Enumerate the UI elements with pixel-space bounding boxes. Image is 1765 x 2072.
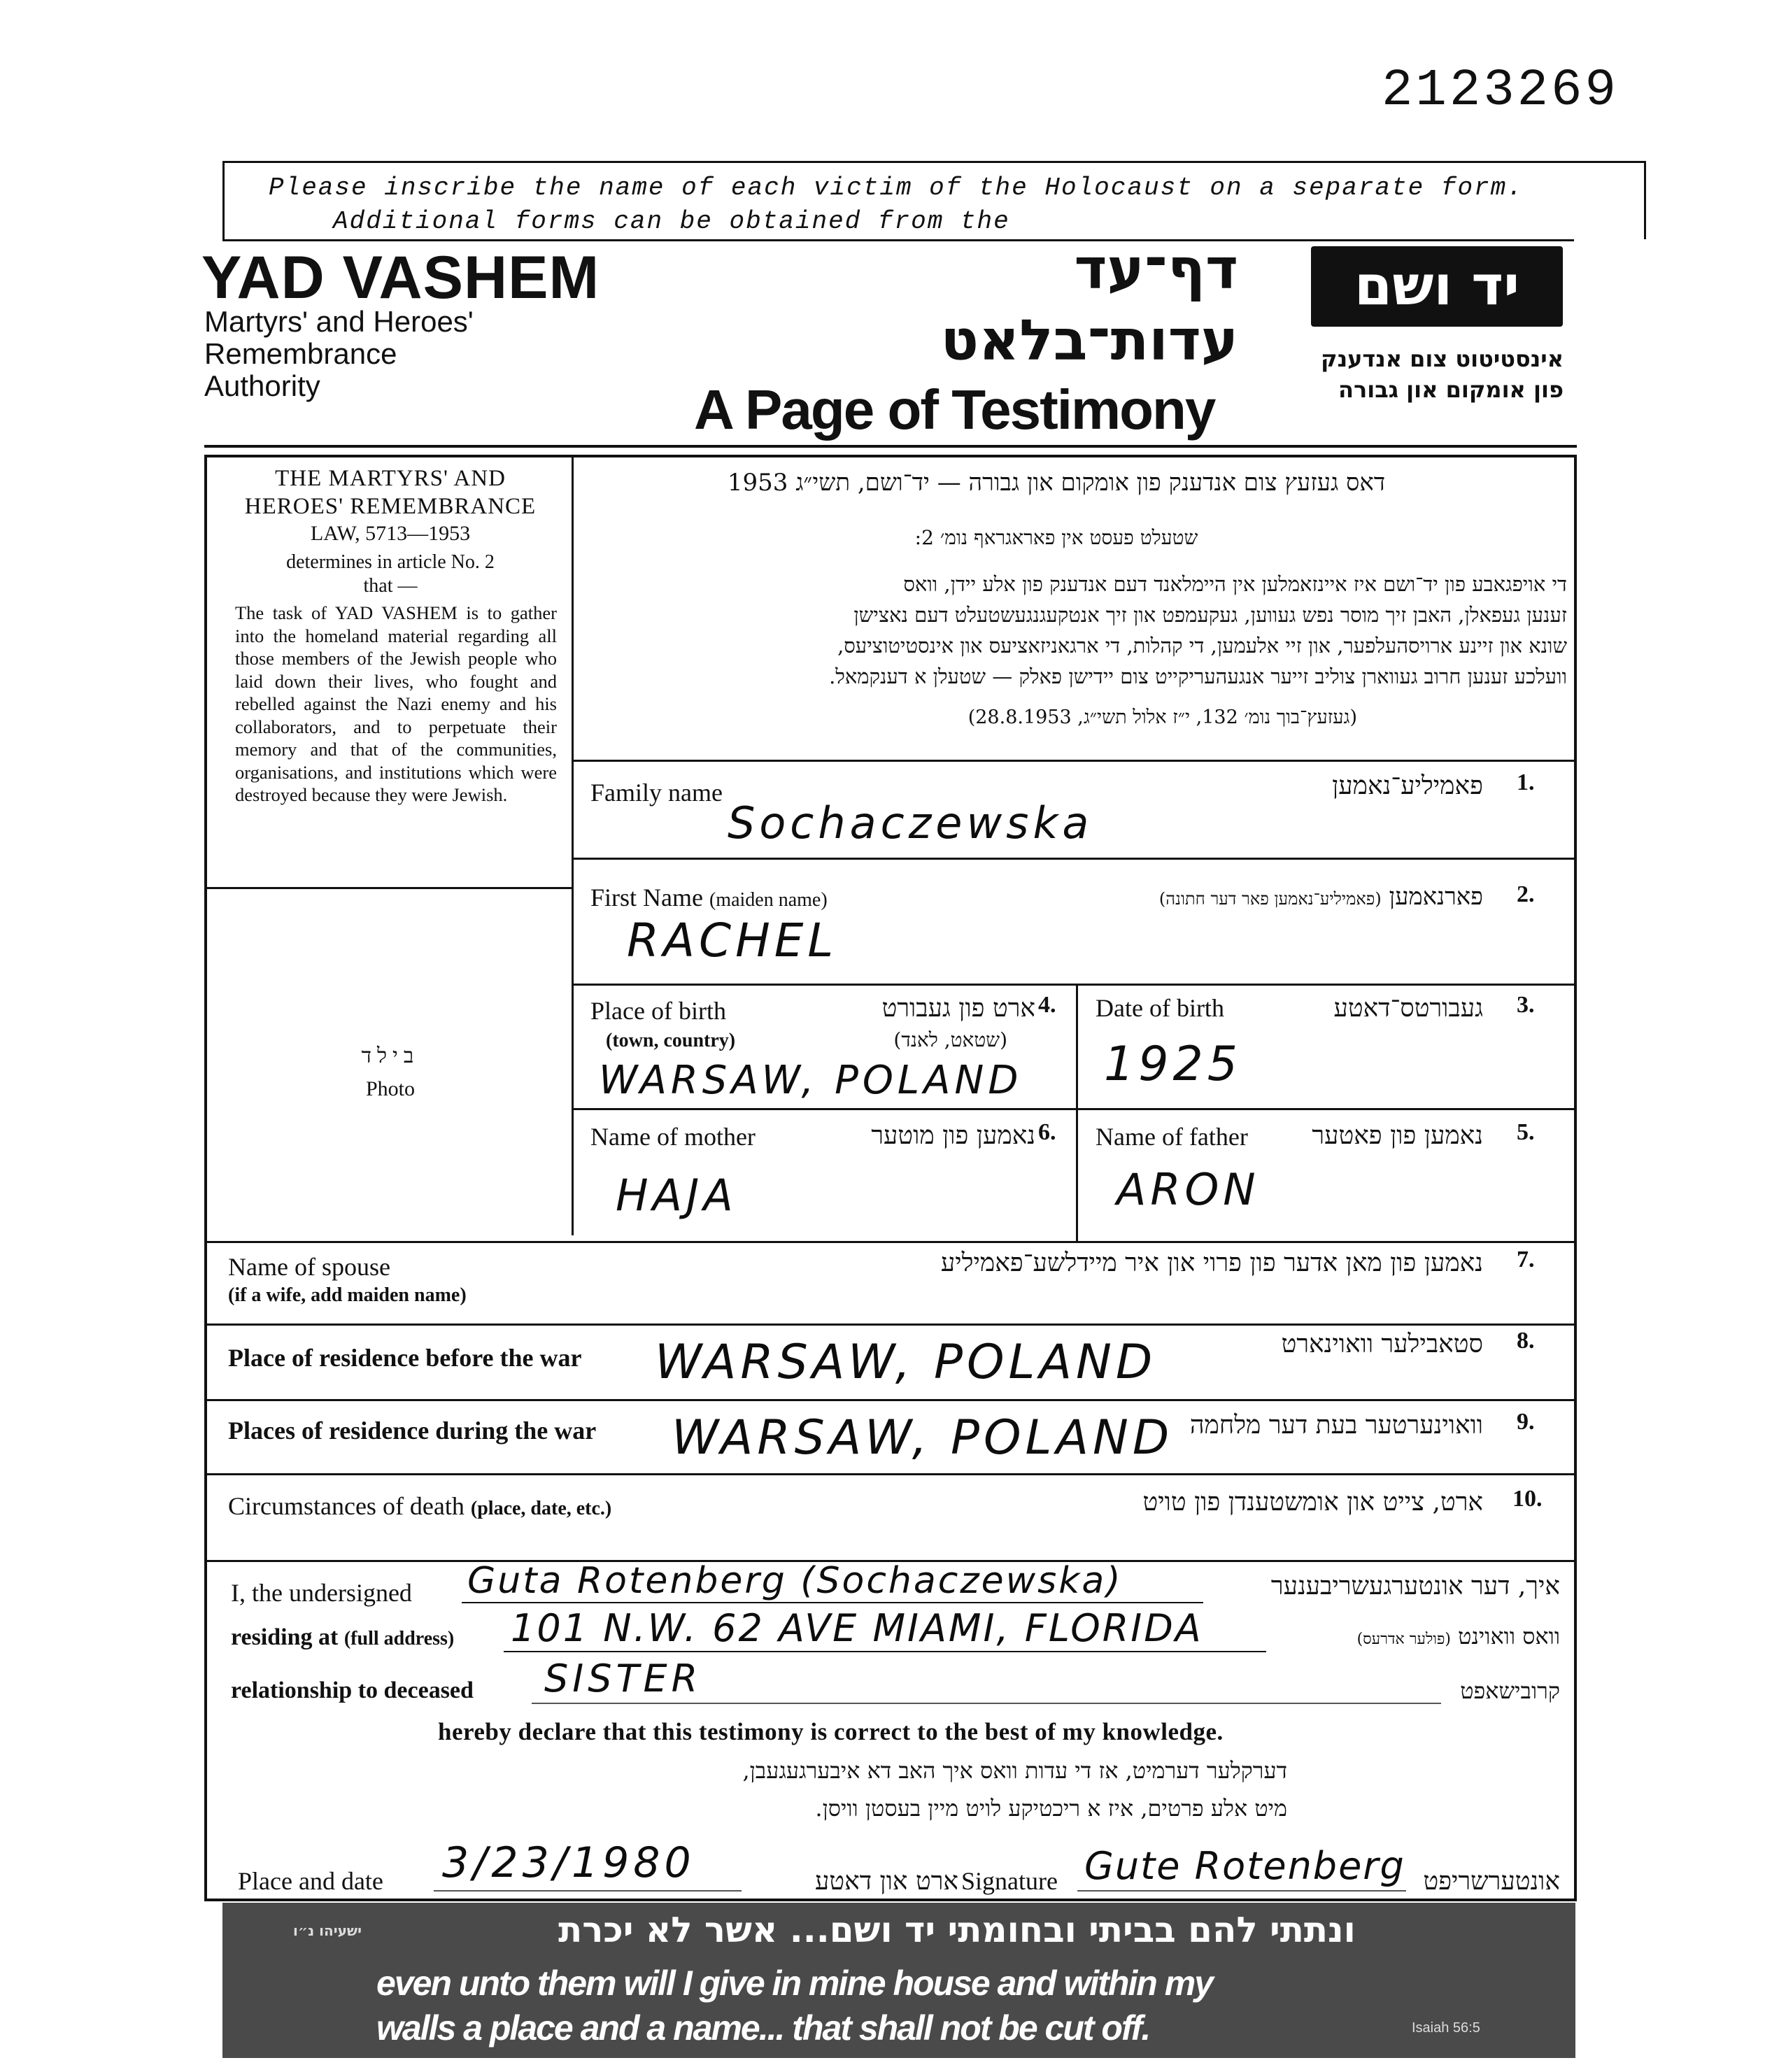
signature-label-heb: אונטערשריפט bbox=[1423, 1867, 1560, 1896]
field-3-number: .3 bbox=[1517, 992, 1535, 1018]
family-name-label-heb: פאמיליע־נאמען bbox=[1332, 772, 1483, 800]
yiddish-law-2: שטעלט פעסט אין פאראגראף נומ׳ 2: bbox=[914, 526, 1198, 549]
date-of-birth-label: Date of birth bbox=[1096, 994, 1224, 1022]
residing-label-text: residing at bbox=[231, 1624, 339, 1650]
mother-name-value: HAJA bbox=[616, 1170, 737, 1221]
circumstances-sub: (place, date, etc.) bbox=[470, 1498, 612, 1519]
relationship-label: relationship to deceased bbox=[231, 1677, 474, 1703]
undersigned-label: I, the undersigned bbox=[231, 1579, 412, 1607]
yiddish-law-1: דאס געזעץ צום אנדענק פון אומקום און גבורה — יד־ושם, תשי״ג 1953 bbox=[727, 469, 1386, 497]
relationship-label-heb: קרובישאפט bbox=[1460, 1677, 1560, 1704]
first-name-heb-text: פארנאמען bbox=[1389, 883, 1483, 911]
first-name-label-text: First Name bbox=[590, 884, 703, 911]
residing-value: 101 N.W. 62 AVE MIAMI, FLORIDA bbox=[511, 1606, 1203, 1650]
title-hebrew-1: דף־עד bbox=[1074, 236, 1238, 301]
residence-during-war-label-heb: וואוינערטער בעת דער מלחמה bbox=[1189, 1411, 1483, 1440]
residing-label-heb bbox=[1270, 1623, 1560, 1649]
law-title-1: THE MARTYRS' AND bbox=[275, 466, 506, 491]
place-date-value: 3/23/1980 bbox=[442, 1838, 695, 1887]
first-name-label bbox=[590, 883, 828, 912]
banner-hebrew-ref: ישעיהו נ״ו bbox=[293, 1922, 362, 1939]
spouse-name-sub: (if a wife, add maiden name) bbox=[228, 1284, 467, 1306]
place-of-birth-value: WARSAW, POLAND bbox=[599, 1058, 1023, 1103]
field-7-number: .7 bbox=[1517, 1247, 1535, 1272]
residing-label bbox=[231, 1624, 454, 1651]
field-5-number: .5 bbox=[1517, 1119, 1535, 1145]
family-name-value: Sochaczewska bbox=[728, 797, 1093, 849]
title-hebrew-2: עדות־בלאט bbox=[940, 308, 1238, 373]
field-9-number: .9 bbox=[1517, 1409, 1535, 1435]
first-name-heb-sub: (פאמיליע־נאמען פאר דער חתונה) bbox=[1158, 889, 1382, 909]
photo-label: Photo bbox=[365, 1077, 416, 1100]
law-title-3: LAW, 5713—1953 bbox=[310, 522, 471, 545]
place-of-birth-sub: (town, country) bbox=[606, 1030, 736, 1051]
first-name-label-heb bbox=[979, 883, 1483, 911]
banner-hebrew: ונתתי להם בביתי ובחומתי יד ושם... אשר לא יכרת bbox=[558, 1910, 1356, 1950]
scripture-banner bbox=[222, 1903, 1575, 2058]
law-body: The task of YAD VASHEM is to gather into the homeland material regarding all those members of the Jewish people who laid down their lives, who fought and rebelled against the Nazi enemy and his collaborators, and to perpetuate their memory and that of the communities, organisations, and institutions which were destroyed because they were Jewish. bbox=[235, 602, 557, 805]
mother-name-label-heb: נאמען פון מוטער bbox=[871, 1121, 1035, 1150]
place-of-birth-sub-heb: (שטאט, לאנד) bbox=[893, 1028, 1007, 1051]
law-determines: determines in article No. 2 bbox=[286, 551, 495, 573]
first-name-value: RACHEL bbox=[627, 914, 838, 967]
first-name-sub: (maiden name) bbox=[709, 889, 828, 911]
yiddish-law-5: שונא און זיינע ארויסהעלפער, און זיי אלעמען, די קהלות, די ארגאניזאציעס און אינסטיטוציעס, bbox=[837, 634, 1567, 658]
circumstances-label-text: Circumstances of death bbox=[228, 1492, 465, 1520]
residence-before-war-value: WARSAW, POLAND bbox=[655, 1335, 1157, 1390]
place-of-birth-label-heb: ארט פון געבורט bbox=[881, 994, 1035, 1023]
residence-before-war-label: Place of residence before the war bbox=[228, 1344, 582, 1372]
org-sub-2: Remembrance bbox=[204, 337, 397, 370]
date-of-birth-label-heb: געבורטס־דאטע bbox=[1333, 994, 1483, 1023]
yiddish-law-6: וועלכע זענען חרוב געווארן צוליב זייער אנגעהעריקייט צום יידישן פאלק — שטעלן א דענקמאל. bbox=[829, 665, 1567, 688]
spouse-name-label-heb: נאמען פון מאן אדער פון פרוי און איר מיידלשע־פאמיליע bbox=[940, 1249, 1483, 1277]
page-title: A Page of Testimony bbox=[694, 378, 1215, 441]
logo-sub-2: פון אומקום און גבורה bbox=[1338, 376, 1564, 403]
org-sub-1: Martyrs' and Heroes' bbox=[204, 305, 474, 338]
yad-vashem-logo bbox=[1311, 246, 1563, 327]
residing-heb-sub: (פולער אדרעס) bbox=[1356, 1631, 1451, 1648]
date-of-birth-value: 1925 bbox=[1104, 1037, 1242, 1092]
org-sub-3: Authority bbox=[204, 369, 320, 402]
place-of-birth-label: Place of birth bbox=[590, 997, 726, 1025]
declaration-text: hereby declare that this testimony is correct to the best of my knowledge. bbox=[438, 1718, 1224, 1745]
banner-ref: Isaiah 56:5 bbox=[1412, 2020, 1480, 2036]
law-title-2: HEROES' REMEMBRANCE bbox=[244, 494, 537, 519]
logo-sub-1: אינסטיטוט צום אנדענק bbox=[1321, 346, 1564, 372]
notice-line-1: Please inscribe the name of each victim of the Holocaust on a separate form. bbox=[269, 173, 1524, 202]
field-8-number: .8 bbox=[1517, 1328, 1535, 1354]
circumstances-label bbox=[228, 1491, 611, 1521]
yiddish-law-7: (געזעץ־בוך נומ׳ 132, י״ז אלול תשי״ג, 28.8.1953) bbox=[967, 707, 1357, 728]
logo-text: יד ושם bbox=[1354, 255, 1520, 318]
father-name-label-heb: נאמען פון פאטער bbox=[1312, 1121, 1483, 1150]
photo-hebrew: בילד bbox=[361, 1044, 420, 1068]
field-1-number: .1 bbox=[1517, 769, 1535, 795]
banner-line-2: walls a place and a name... that shall not be cut off. bbox=[376, 2008, 1150, 2048]
residence-before-war-label-heb: סטאבילער וואוינארט bbox=[1281, 1330, 1483, 1358]
org-name: YAD VASHEM bbox=[201, 244, 600, 311]
father-name-label: Name of father bbox=[1096, 1123, 1248, 1151]
notice-line-2: Additional forms can be obtained from the bbox=[333, 207, 1010, 236]
circumstances-label-heb: ארט, צייט און אומשטענדן פון טויט bbox=[1142, 1488, 1483, 1517]
place-date-label: Place and date bbox=[238, 1867, 383, 1895]
relationship-value: SISTER bbox=[544, 1656, 702, 1701]
undersigned-value: Guta Rotenberg (Sochaczewska) bbox=[467, 1560, 1123, 1602]
declaration-heb-1: דערקלער דערמיט, אז די עדות וואס איך האב דא איבערגעגעבן, bbox=[742, 1757, 1287, 1784]
field-4-number: .4 bbox=[1038, 992, 1056, 1018]
signature-label: Signature bbox=[961, 1867, 1058, 1895]
banner-line-1: even unto them will I give in mine house and within my bbox=[376, 1964, 1212, 2003]
residence-during-war-label: Places of residence during the war bbox=[228, 1417, 597, 1445]
field-6-number: .6 bbox=[1038, 1119, 1056, 1145]
signature-value: Gute Rotenberg bbox=[1084, 1844, 1405, 1888]
yiddish-law-4: זענען געפאלן, האבן זיך מוסר נפש געווען, געקעמפט און זיך אנטקעגנגעשטעלט דעם נאצישן bbox=[853, 603, 1567, 627]
field-10-number: .10 bbox=[1512, 1486, 1543, 1512]
mother-name-label: Name of mother bbox=[590, 1123, 756, 1151]
yiddish-law-3: די אויפגאבע פון יד־ושם איז איינזאמלען אין היימלאנד דעם אנדענק פון אלע יידן, וואס bbox=[903, 572, 1567, 596]
father-name-value: ARON bbox=[1117, 1164, 1260, 1215]
document-number: 2123269 bbox=[1382, 62, 1619, 120]
residing-sub: (full address) bbox=[343, 1628, 455, 1649]
place-date-label-heb: ארט און דאטע bbox=[815, 1867, 958, 1896]
residing-heb-text: וואס וואוינט bbox=[1458, 1623, 1560, 1649]
law-that: that — bbox=[363, 575, 418, 597]
declaration-heb-2: מיט אלע פרטים, איז א ריכטיקע לויט מיין בעסטן וויסן. bbox=[815, 1795, 1287, 1822]
family-name-label: Family name bbox=[590, 779, 723, 807]
law-box bbox=[207, 457, 574, 1235]
undersigned-label-heb: איך, דער אונטערגעשריבענער bbox=[1270, 1572, 1560, 1601]
spouse-name-label: Name of spouse bbox=[228, 1253, 390, 1281]
residence-during-war-value: WARSAW, POLAND bbox=[672, 1410, 1174, 1466]
field-2-number: .2 bbox=[1517, 881, 1535, 907]
